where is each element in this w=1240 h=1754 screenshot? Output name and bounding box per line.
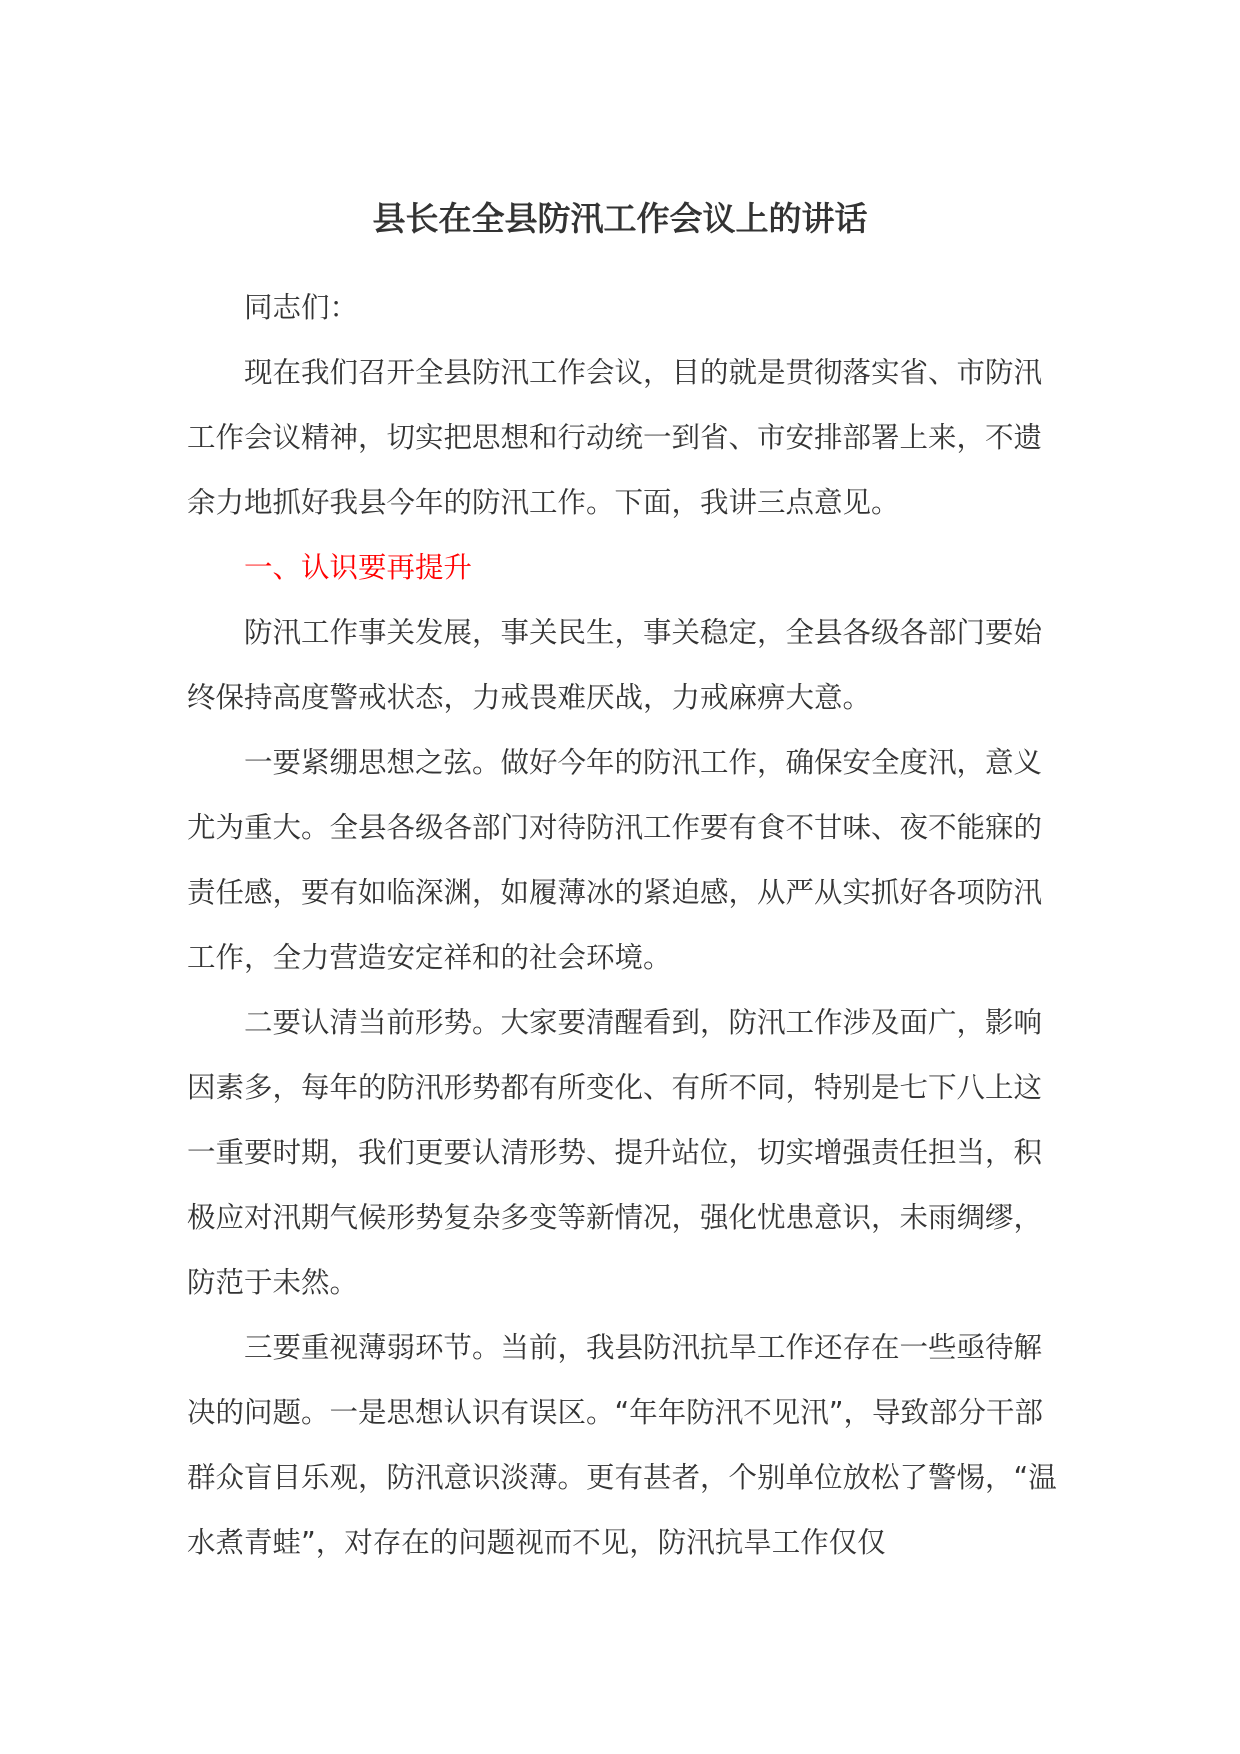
body-paragraph: 三要重视薄弱环节。当前，我县防汛抗旱工作还存在一些亟待解决的问题。一是思想认识有误区。“年年防汛不见汛”，导致部分干部群众盲目乐观，防汛意识淡薄。更有甚者，个别单位放松了警惕，“温水煮青蛙”，对存在的问题视而不见，防汛抗旱工作仅仅: [187, 1331, 1057, 1559]
salutation: 同志们：: [244, 291, 359, 324]
document-body: [187, 275, 1067, 1575]
body-paragraph: 防汛工作事关发展，事关民生，事关稳定，全县各级各部门要始终保持高度警戒状态，力戒畏难厌战，力戒麻痹大意。: [187, 616, 1043, 714]
section-heading: 一、认识要再提升: [244, 551, 473, 584]
body-paragraph: 一要紧绷思想之弦。做好今年的防汛工作，确保安全度汛，意义尤为重大。全县各级各部门对待防汛工作要有食不甘味、夜不能寐的责任感，要有如临深渊，如履薄冰的紧迫感，从严从实抓好各项防汛工作，全力营造安定祥和的社会环境。: [187, 746, 1043, 974]
intro-paragraph: 现在我们召开全县防汛工作会议，目的就是贯彻落实省、市防汛工作会议精神，切实把思想和行动统一到省、市安排部署上来，不遗余力地抓好我县今年的防汛工作。下面，我讲三点意见。: [187, 356, 1043, 519]
document-title: 县长在全县防汛工作会议上的讲话: [372, 199, 868, 238]
body-paragraph: 二要认清当前形势。大家要清醒看到，防汛工作涉及面广，影响因素多，每年的防汛形势都有所变化、有所不同，特别是七下八上这一重要时期，我们更要认清形势、提升站位，切实增强责任担当，积极应对汛期气候形势复杂多变等新情况，强化忧患意识，未雨绸缪，防范于未然。: [187, 1006, 1043, 1299]
